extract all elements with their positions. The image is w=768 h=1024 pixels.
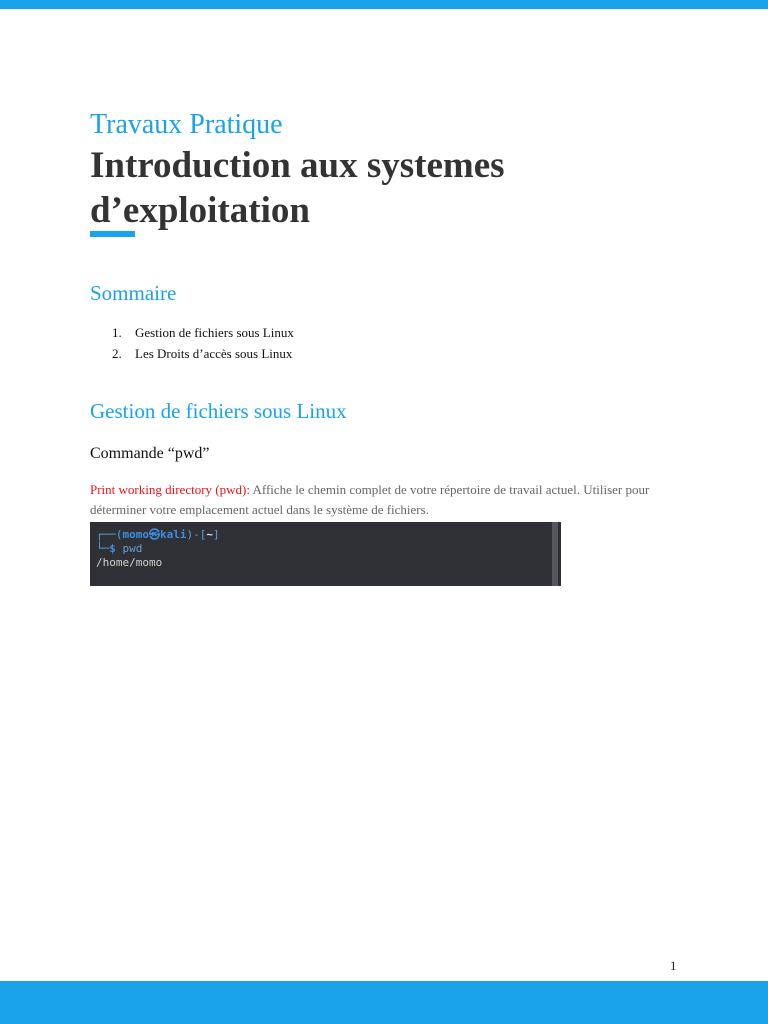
terminal-scrollbar[interactable] bbox=[552, 522, 558, 586]
toc-item bbox=[90, 322, 294, 343]
description-paragraph bbox=[90, 480, 670, 520]
terminal-screenshot bbox=[90, 522, 561, 586]
terminal-output: /home/momo bbox=[96, 556, 163, 569]
terminal-box-left: ┌──( bbox=[96, 528, 123, 541]
command-heading: Commande “pwd” bbox=[90, 445, 210, 462]
terminal-dollar: $ bbox=[109, 542, 116, 555]
sommaire-heading: Sommaire bbox=[90, 281, 177, 305]
bottom-accent-bar bbox=[0, 981, 768, 1024]
terminal-box-mid: )-[ bbox=[186, 528, 207, 541]
terminal-command: pwd bbox=[115, 542, 143, 555]
document-title: Introduction aux systemes d’exploitation bbox=[90, 145, 505, 231]
terminal-prompt-line bbox=[96, 528, 561, 542]
paragraph-highlight: Print working directory (pwd): bbox=[90, 482, 250, 497]
terminal-box-bottom: └─ bbox=[96, 542, 110, 555]
toc-item bbox=[90, 343, 294, 364]
terminal-host: kali bbox=[160, 528, 187, 541]
top-accent-bar bbox=[0, 0, 768, 9]
toc-item-label: Gestion de fichiers sous Linux bbox=[135, 325, 294, 340]
title-underline bbox=[90, 231, 135, 237]
toc-item-number: 2. bbox=[112, 346, 122, 361]
toc-item-number: 1. bbox=[112, 325, 122, 340]
terminal-cwd: ~ bbox=[206, 528, 213, 541]
paragraph-text: Affiche le chemin complet de votre répertoire de travail actuel. Utiliser pour déterminer votre emplacement actuel dans le système de fichiers. bbox=[90, 482, 650, 517]
page-number: 1 bbox=[670, 958, 677, 973]
table-of-contents bbox=[90, 322, 294, 364]
terminal-at-symbol: ㉿ bbox=[149, 528, 160, 541]
section-heading: Gestion de fichiers sous Linux bbox=[90, 399, 347, 423]
document-subtitle: Travaux Pratique bbox=[90, 109, 283, 140]
terminal-box-right: ] bbox=[213, 528, 220, 541]
toc-item-label: Les Droits d’accès sous Linux bbox=[135, 346, 293, 361]
terminal-user: momo bbox=[122, 528, 149, 541]
terminal-command-line bbox=[96, 542, 561, 556]
